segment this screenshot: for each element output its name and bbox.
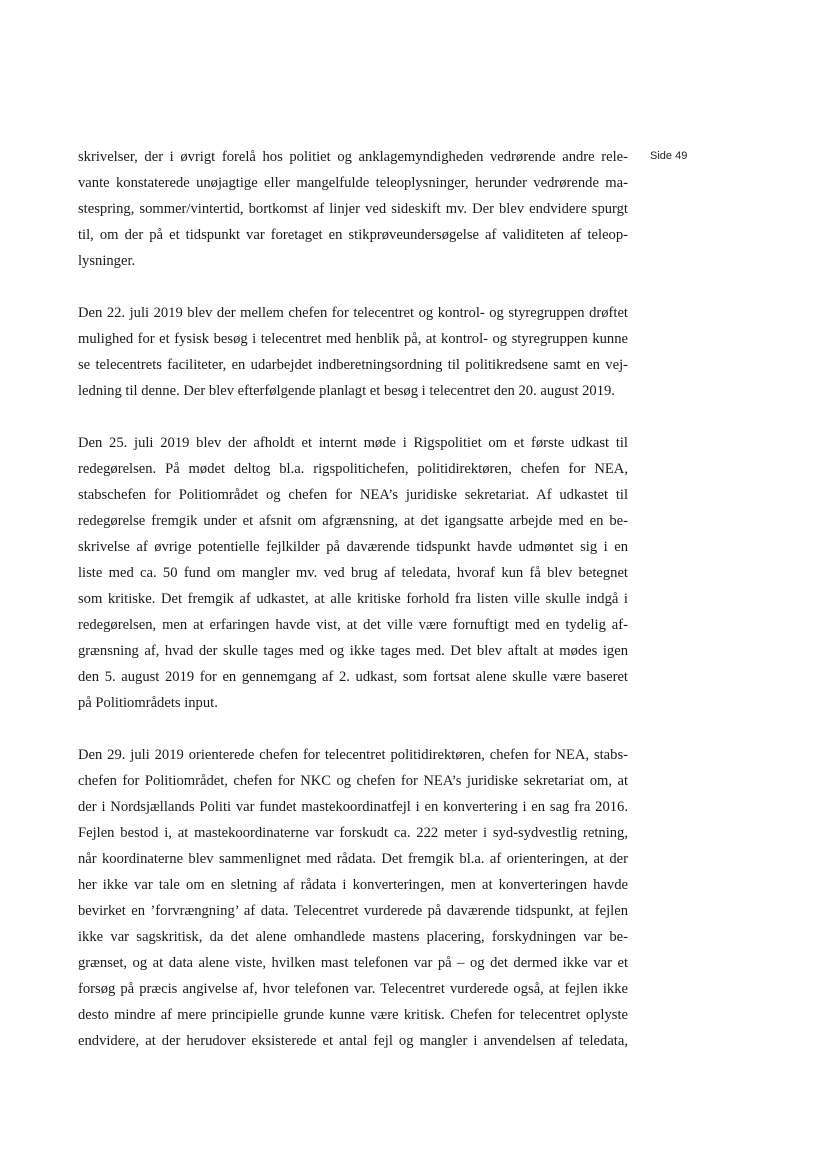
text-line: Fejlen bestod i, at mastekoordinaterne var forskudt ca. 222 meter i syd-sydvestlig retning, (78, 825, 628, 841)
document-body (78, 144, 628, 1054)
text-line: ikke var sagskritisk, da det alene omhandlede mastens placering, forskydningen var be- (78, 929, 628, 945)
text-line: Den 22. juli 2019 blev der mellem chefen for telecentret og kontrol- og styregruppen drøftet (78, 305, 628, 321)
text-line: chefen for Politiområdet, chefen for NKC og chefen for NEA’s juridiske sekretariat om, at (78, 773, 628, 789)
text-line: redegørelsen, men at erfaringen havde vist, at det ville være fornuftigt med en tydelig af- (78, 617, 628, 633)
text-line: grænset, og at data alene viste, hvilken mast telefonen var på – og det dermed ikke var et (78, 955, 628, 971)
text-line: se telecentrets faciliteter, en udarbejdet indberetningsordning til politikredsene samt en vej- (78, 357, 628, 373)
paragraph-gap (78, 716, 628, 742)
text-line: stabschefen for Politiområdet og chefen for NEA’s juridiske sekretariat. Af udkastet til (78, 487, 628, 503)
text-line: som kritiske. Det fremgik af udkastet, at alle kritiske forhold fra listen ville skulle indgå i (78, 591, 628, 607)
text-line: Den 29. juli 2019 orienterede chefen for telecentret politidirektøren, chefen for NEA, stabs- (78, 747, 628, 763)
text-line: grænsning af, hvad der skulle tages med og ikke tages med. Det blev aftalt at mødes igen (78, 643, 628, 659)
text-line: redegørelsen. På mødet deltog bl.a. rigspolitichefen, politidirektøren, chefen for NEA, (78, 461, 628, 477)
text-line: liste med ca. 50 fund om mangler mv. ved brug af teledata, hvoraf kun få blev betegnet (78, 565, 628, 581)
paragraph-gap (78, 274, 628, 300)
text-line: der i Nordsjællands Politi var fundet mastekoordinatfejl i en konvertering i en sag fra 2016. (78, 799, 628, 815)
text-line: til, om der på et tidspunkt var foretaget en stikprøveundersøgelse af validiteten af teleop- (78, 227, 628, 243)
text-line: Den 25. juli 2019 blev der afholdt et internt møde i Rigspolitiet om et første udkast til (78, 435, 628, 451)
text-line: forsøg på præcis angivelse af, hvor telefonen var. Telecentret vurderede også, at fejlen ikke (78, 981, 628, 997)
text-line: bevirket en ’forvrængning’ af data. Telecentret vurderede på daværende tidspunkt, at fejlen (78, 903, 628, 919)
text-line: stespring, sommer/vintertid, bortkomst af linjer ved sideskift mv. Der blev endvidere spurgt (78, 201, 628, 217)
paragraph-2 (78, 300, 628, 404)
paragraph-4 (78, 742, 628, 1054)
text-line: når koordinaterne blev sammenlignet med rådata. Det fremgik bl.a. af orienteringen, at der (78, 851, 628, 867)
text-line: skrivelser, der i øvrigt forelå hos politiet og anklagemyndigheden vedrørende andre rele- (78, 149, 628, 165)
text-line: redegørelse fremgik under et afsnit om afgrænsning, at det igangsatte arbejde med en be- (78, 513, 628, 529)
text-line: vante konstaterede unøjagtige eller mangelfulde teleoplysninger, herunder vedrørende ma- (78, 175, 628, 191)
text-line: skrivelse af øvrige potentielle fejlkilder på daværende tidspunkt havde udmøntet sig i en (78, 539, 628, 555)
text-line: lysninger. (78, 253, 136, 269)
text-line: ledning til denne. Der blev efterfølgende planlagt et besøg i telecentret den 20. august 2019. (78, 383, 615, 399)
text-line: desto mindre af mere principielle grunde kunne være kritisk. Chefen for telecentret oplyste (78, 1007, 628, 1023)
text-line: på Politiområdets input. (78, 695, 218, 711)
text-line: den 5. august 2019 for en gennemgang af 2. udkast, som fortsat alene skulle være baseret (78, 669, 628, 685)
text-line: endvidere, at der herudover eksisterede et antal fejl og mangler i anvendelsen af teledata, (78, 1033, 628, 1049)
paragraph-3 (78, 430, 628, 716)
page-number: Side 49 (650, 150, 688, 162)
paragraph-gap (78, 404, 628, 430)
paragraph-1 (78, 144, 628, 274)
text-line: mulighed for et fysisk besøg i telecentret med henblik på, at kontrol- og styregruppen kunne (78, 331, 628, 347)
text-line: her ikke var tale om en sletning af rådata i konverteringen, men at konverteringen havde (78, 877, 628, 893)
